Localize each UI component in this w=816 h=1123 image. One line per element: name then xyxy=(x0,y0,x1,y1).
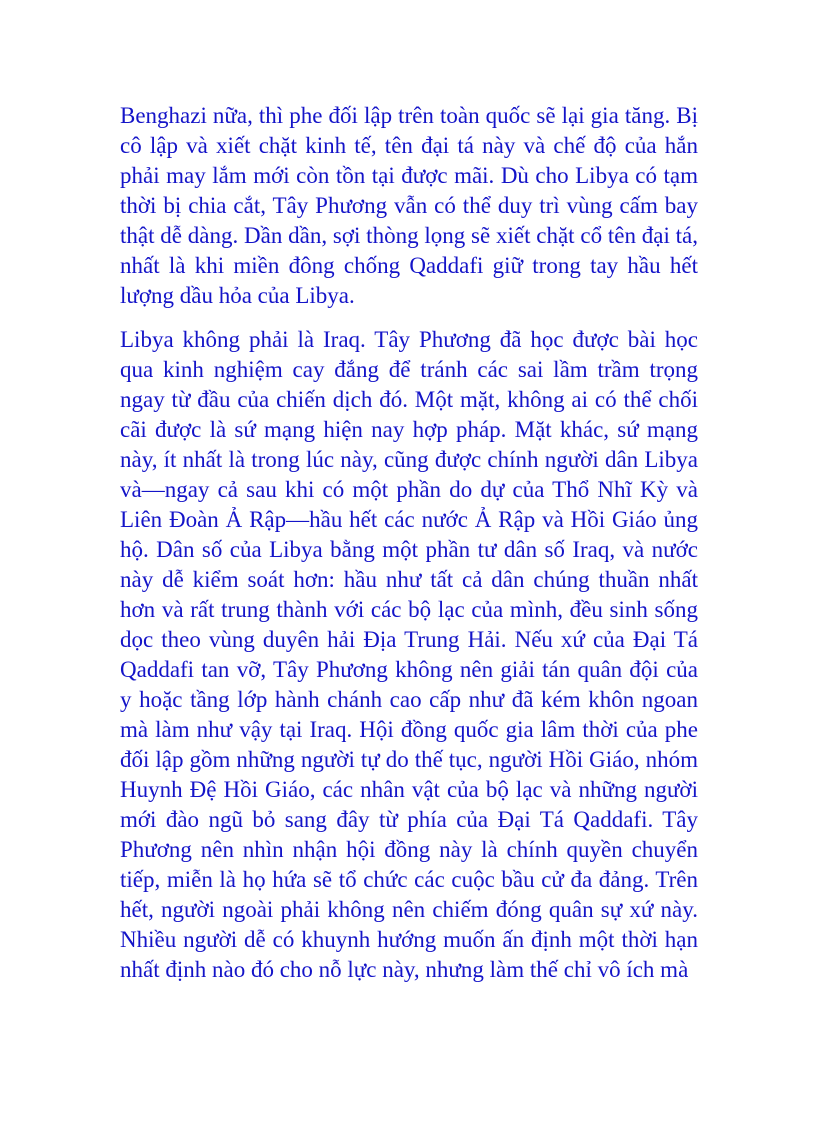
paragraph-1: Benghazi nữa, thì phe đối lập trên toàn quốc sẽ lại gia tăng. Bị cô lập và xiết chặt kinh tế, tên đại tá này và chế độ của hắn phải may lắm mới còn tồn tại được mãi. Dù cho Libya có tạm thời bị chia cắt, Tây Phương vẫn có thể duy trì vùng cấm bay thật dễ dàng. Dần dần, sợi thòng lọng sẽ xiết chặt cổ tên đại tá, nhất là khi miền đông chống Qaddafi giữ trong tay hầu hết lượng dầu hỏa của Libya. xyxy=(120,103,698,308)
document-page xyxy=(120,101,698,985)
paragraph-2: Libya không phải là Iraq. Tây Phương đã học được bài học qua kinh nghiệm cay đắng để tránh các sai lầm trầm trọng ngay từ đầu của chiến dịch đó. Một mặt, không ai có thể chối cãi được là sứ mạng hiện nay hợp pháp. Mặt khác, sứ mạng này, ít nhất là trong lúc này, cũng được chính người dân Libya và—ngay cả sau khi có một phần do dự của Thổ Nhĩ Kỳ và Liên Đoàn Ả Rập—hầu hết các nước Ả Rập và Hồi Giáo ủng hộ. Dân số của Libya bằng một phần tư dân số Iraq, và nước này dễ kiểm soát hơn: hầu như tất cả dân chúng thuần nhất hơn và rất trung thành với các bộ lạc của mình, đều sinh sống dọc theo vùng duyên hải Địa Trung Hải. Nếu xứ của Đại Tá Qaddafi tan vỡ, Tây Phương không nên giải tán quân đội của y hoặc tầng lớp hành chánh cao cấp như đã kém khôn ngoan mà làm như vậy tại Iraq. Hội đồng quốc gia lâm thời của phe đối lập gồm những người tự do thế tục, người Hồi Giáo, nhóm Huynh Đệ Hồi Giáo, các nhân vật của bộ lạc và những người mới đào ngũ bỏ sang đây từ phía của Đại Tá Qaddafi. Tây Phương nên nhìn nhận hội đồng này là chính quyền chuyển tiếp, miễn là họ hứa sẽ tổ chức các cuộc bầu cử đa đảng. Trên hết, người ngoài phải không nên chiếm đóng quân sự xứ này. Nhiều người dễ có khuynh hướng muốn ấn định một thời hạn nhất định nào đó cho nỗ lực này, nhưng làm thế chỉ vô ích mà xyxy=(120,327,698,982)
